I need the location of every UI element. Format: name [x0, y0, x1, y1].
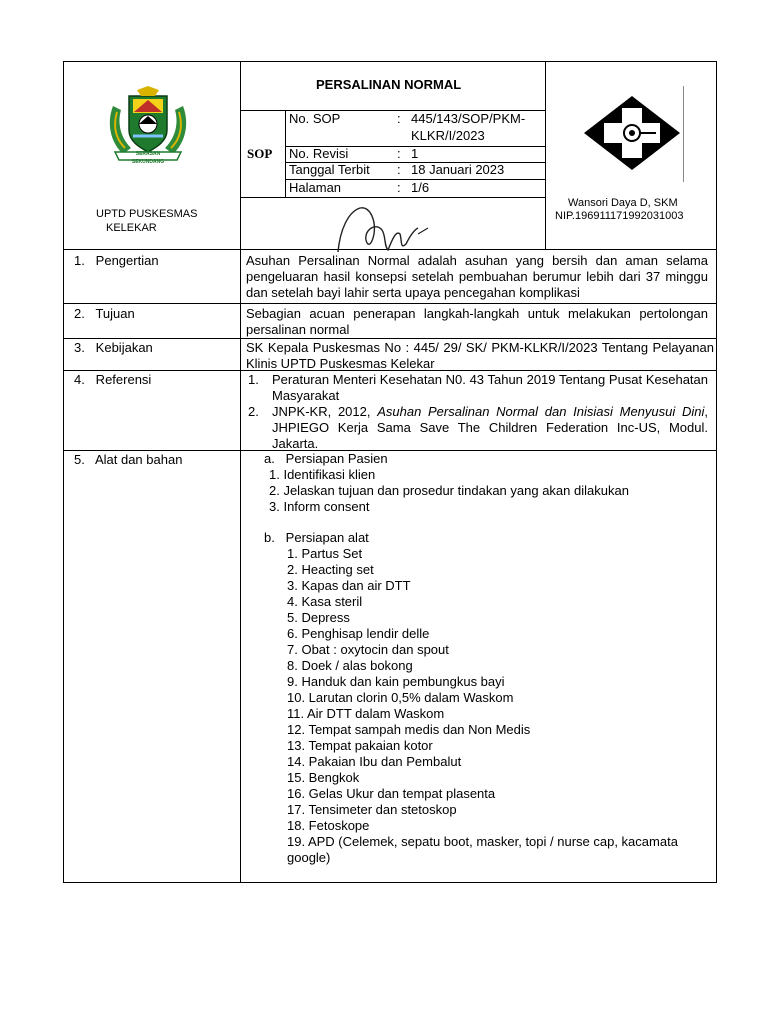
referensi-item-2: [248, 404, 708, 452]
sop-label: SOP: [247, 146, 273, 161]
referensi-label: 4. Referensi: [74, 372, 152, 387]
referensi-list: [248, 372, 708, 452]
referensi-item-1-text: Peraturan Menteri Kesehatan N0. 43 Tahun 2019 Tentang Pusat Kesehatan Masyarakat: [272, 372, 708, 403]
tujuan-text: Sebagian acuan penerapan langkah-langkah untuk melakukan pertolongan persalinan normal: [246, 306, 708, 337]
alat-item: 16. Gelas Ukur dan tempat plasenta: [287, 786, 496, 801]
alat-item: google): [287, 850, 331, 865]
tujuan-label: 2. Tujuan: [74, 306, 135, 321]
no-sop-value-2: KLKR/I/2023: [411, 128, 485, 143]
puskesmas-logo: [582, 94, 682, 172]
referensi-item-1: [248, 372, 708, 404]
referensi-item-1-number: 1.: [248, 372, 259, 387]
alat-item: 15. Bengkok: [287, 770, 360, 785]
kebijakan-label: 3. Kebijakan: [74, 340, 153, 355]
signer-name: Wansori Daya D, SKM: [568, 197, 678, 209]
alat-label: 5. Alat dan bahan: [74, 452, 183, 467]
col-divider-right-header: [545, 61, 546, 249]
signature: [330, 200, 440, 260]
alat-item: 10. Larutan clorin 0,5% dalam Waskom: [287, 690, 514, 705]
row-line-pengertian: [63, 303, 717, 304]
logo-motto: SERASAN SEKUNDANG: [131, 151, 165, 165]
halaman-sep: :: [397, 180, 401, 195]
no-revisi-value: 1: [411, 146, 419, 161]
alat-item: 1. Partus Set: [287, 546, 363, 561]
col-divider-left: [240, 61, 241, 883]
no-revisi-label: No. Revisi: [289, 146, 349, 161]
institution-name-line2: KELEKAR: [106, 222, 157, 234]
referensi-item-2-number: 2.: [248, 404, 259, 419]
tanggal-terbit-label: Tanggal Terbit: [289, 162, 370, 177]
referensi-item-2-title: Asuhan Persalinan Normal dan Inisiasi Menyusui Dini: [377, 404, 705, 419]
persiapan-alat-list: [287, 546, 712, 866]
row-line-tujuan: [63, 338, 717, 339]
regency-logo: [103, 86, 193, 168]
no-sop-label: No. SOP: [289, 111, 341, 126]
pengertian-text: Asuhan Persalinan Normal adalah asuhan yang bersih dan aman selama pengeluaran hasil konsepsi setelah pembuahan berumur lebih dari 37 minggu dan setelah bayi lahir serta upaya pencegahan komplikasi: [246, 253, 708, 300]
no-sop-value-1: 445/143/SOP/PKM-: [411, 111, 526, 126]
alat-item: 19. APD (Celemek, sepatu boot, masker, topi / nurse cap, kacamata: [287, 834, 678, 849]
halaman-value: 1/6: [411, 180, 430, 195]
persiapan-pasien-list: [269, 467, 709, 515]
alat-item: 12. Tempat sampah medis dan Non Medis: [287, 722, 531, 737]
pasien-item: 2. Jelaskan tujuan dan prosedur tindakan yang akan dilakukan: [269, 483, 629, 498]
alat-item: 3. Kapas dan air DTT: [287, 578, 411, 593]
tanggal-terbit-sep: :: [397, 162, 401, 177]
halaman-label: Halaman: [289, 180, 342, 195]
alat-item: 7. Obat : oxytocin dan spout: [287, 642, 449, 657]
signer-nip: NIP.196911171992031003: [555, 210, 684, 222]
right-logo-edge: [683, 86, 684, 182]
alat-item: 2. Heacting set: [287, 562, 374, 577]
no-sop-sep: :: [397, 111, 401, 126]
alat-item: 4. Kasa steril: [287, 594, 363, 609]
document-title: PERSALINAN NORMAL: [316, 77, 462, 92]
tanggal-terbit-value: 18 Januari 2023: [411, 162, 505, 177]
alat-item: 9. Handuk dan kain pembungkus bayi: [287, 674, 505, 689]
pengertian-label: 1. Pengertian: [74, 253, 159, 268]
alat-item: 11. Air DTT dalam Waskom: [287, 706, 445, 721]
persiapan-pasien-label: a. Persiapan Pasien: [264, 451, 388, 466]
col-divider-sop-label: [285, 110, 286, 198]
alat-item: 5. Depress: [287, 610, 350, 625]
pasien-item: 3. Inform consent: [269, 499, 370, 514]
no-revisi-sep: :: [397, 146, 401, 161]
alat-item: 18. Fetoskope: [287, 818, 370, 833]
persiapan-alat-label: b. Persiapan alat: [264, 530, 369, 545]
pasien-item: 1. Identifikasi klien: [269, 467, 376, 482]
kebijakan-text: SK Kepala Puskesmas No : 445/ 29/ SK/ PKM-KLKR/I/2023 Tentang Pelayanan Klinis UPTD Puskesmas Kelekar: [246, 340, 714, 371]
alat-item: 14. Pakaian Ibu dan Pembalut: [287, 754, 462, 769]
referensi-item-2-post: , JHPIEGO Kerja Sama Save The Children Federation Inc-US, Modul. Jakarta.: [272, 404, 708, 451]
referensi-item-2-pre: JNPK-KR, 2012,: [272, 404, 378, 419]
alat-item: 13. Tempat pakaian kotor: [287, 738, 433, 753]
alat-item: 8. Doek / alas bokong: [287, 658, 413, 673]
row-line-header-bottom: [240, 197, 545, 198]
alat-item: 17. Tensimeter dan stetoskop: [287, 802, 457, 817]
institution-name-line1: UPTD PUSKESMAS: [96, 208, 198, 220]
alat-item: 6. Penghisap lendir delle: [287, 626, 430, 641]
